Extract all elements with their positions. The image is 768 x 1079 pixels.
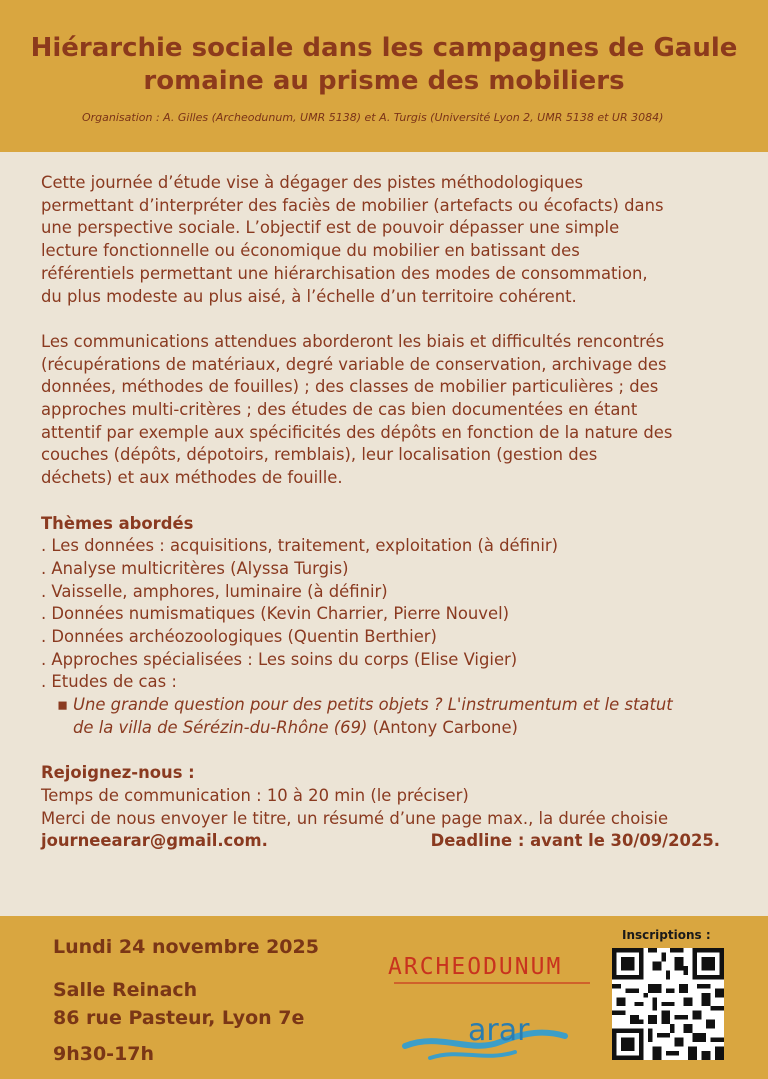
- event-date: Lundi 24 novembre 2025: [53, 936, 319, 958]
- footer-banner: [0, 916, 768, 1079]
- inscriptions-label: Inscriptions :: [622, 928, 711, 942]
- svg-text:arar: arar: [468, 1013, 530, 1048]
- square-bullet-icon: ▪: [57, 695, 69, 715]
- intro-line: du plus modeste au plus aisé, à l’échelle d’un territoire cohérent.: [41, 286, 577, 306]
- intro-line: Cette journée d’étude vise à dégager des pistes méthodologiques: [41, 173, 584, 192]
- deadline-text: Deadline : avant le 30/09/2025.: [430, 831, 720, 851]
- communications-paragraph: [41, 331, 731, 490]
- join-line: Temps de communication : 10 à 20 min (le préciser): [41, 785, 469, 805]
- title-line-2: romaine au prisme des mobiliers: [143, 66, 625, 96]
- case-study-title-line-2: de la villa de Sérézin-du-Rhône (69): [73, 717, 368, 737]
- communications-line: couches (dépôts, dépotoirs, remblais), leur localisation (gestion des: [41, 445, 598, 465]
- themes-heading: Thèmes abordés: [41, 513, 194, 533]
- communications-line: déchets) et aux méthodes de fouille.: [41, 468, 343, 488]
- theme-item: . Vaisselle, amphores, luminaire (à définir): [41, 581, 388, 601]
- intro-line: permettant d’interpréter des faciès de mobilier (artefacts ou écofacts) dans: [41, 195, 664, 215]
- contact-email[interactable]: journeearar@gmail.com.: [41, 831, 268, 851]
- event-hours: 9h30-17h: [53, 1043, 155, 1065]
- event-venue: [53, 976, 304, 1032]
- main-content: [41, 172, 731, 853]
- join-heading: Rejoignez-nous :: [41, 763, 195, 783]
- theme-item: . Analyse multicritères (Alyssa Turgis): [41, 558, 349, 578]
- theme-item: . Les données : acquisitions, traitement, exploitation (à définir): [41, 536, 559, 556]
- intro-line: lecture fonctionnelle ou économique du mobilier en batissant des: [41, 241, 580, 261]
- intro-line: référentiels permettant une hiérarchisation des modes de consommation,: [41, 263, 648, 283]
- case-study-title-line-1: Une grande question pour des petits objets ? L'instrumentum et le statut: [73, 695, 673, 715]
- communications-line: approches multi-critères ; des études de cas bien documentées en étant: [41, 400, 638, 420]
- page-title: [0, 32, 768, 98]
- theme-item: . Etudes de cas :: [41, 672, 177, 692]
- archeodunum-logo-underline: [394, 982, 590, 984]
- communications-line: attentif par exemple aux spécificités des dépôts en fonction de la nature des: [41, 422, 673, 442]
- qr-code-icon[interactable]: [612, 948, 724, 1060]
- intro-paragraph: [41, 172, 731, 308]
- join-section: [41, 762, 731, 853]
- venue-line-2: 86 rue Pasteur, Lyon 7e: [53, 1007, 305, 1029]
- communications-line: (récupérations de matériaux, degré variable de conservation, archivage des: [41, 354, 667, 374]
- venue-line-1: Salle Reinach: [53, 979, 198, 1001]
- communications-line: Les communications attendues aborderont les biais et difficultés rencontrés: [41, 331, 665, 351]
- theme-item: . Données numismatiques (Kevin Charrier, Pierre Nouvel): [41, 604, 510, 624]
- join-line: Merci de nous envoyer le titre, un résumé d’une page max., la durée choisie: [41, 808, 669, 828]
- arar-logo: [400, 1002, 570, 1062]
- theme-item: . Approches spécialisées : Les soins du corps (Elise Vigier): [41, 649, 518, 669]
- themes-section: [41, 513, 731, 740]
- communications-line: données, méthodes de fouilles) ; des classes de mobilier particulières ; des: [41, 377, 659, 397]
- title-line-1: Hiérarchie sociale dans les campagnes de Gaule: [30, 33, 738, 63]
- organisation-text: Organisation : A. Gilles (Archeodunum, UMR 5138) et A. Turgis (Université Lyon 2, UMR 5138 et UR 3084): [82, 111, 664, 124]
- case-study-author: (Antony Carbone): [367, 717, 518, 737]
- archeodunum-logo: ARCHEODUNUM: [388, 954, 563, 980]
- intro-line: une perspective sociale. L’objectif est de pouvoir dépasser une simple: [41, 218, 620, 238]
- case-study-item: [41, 694, 731, 739]
- theme-item: . Données archéozoologiques (Quentin Berthier): [41, 627, 437, 647]
- header-banner: [0, 0, 768, 152]
